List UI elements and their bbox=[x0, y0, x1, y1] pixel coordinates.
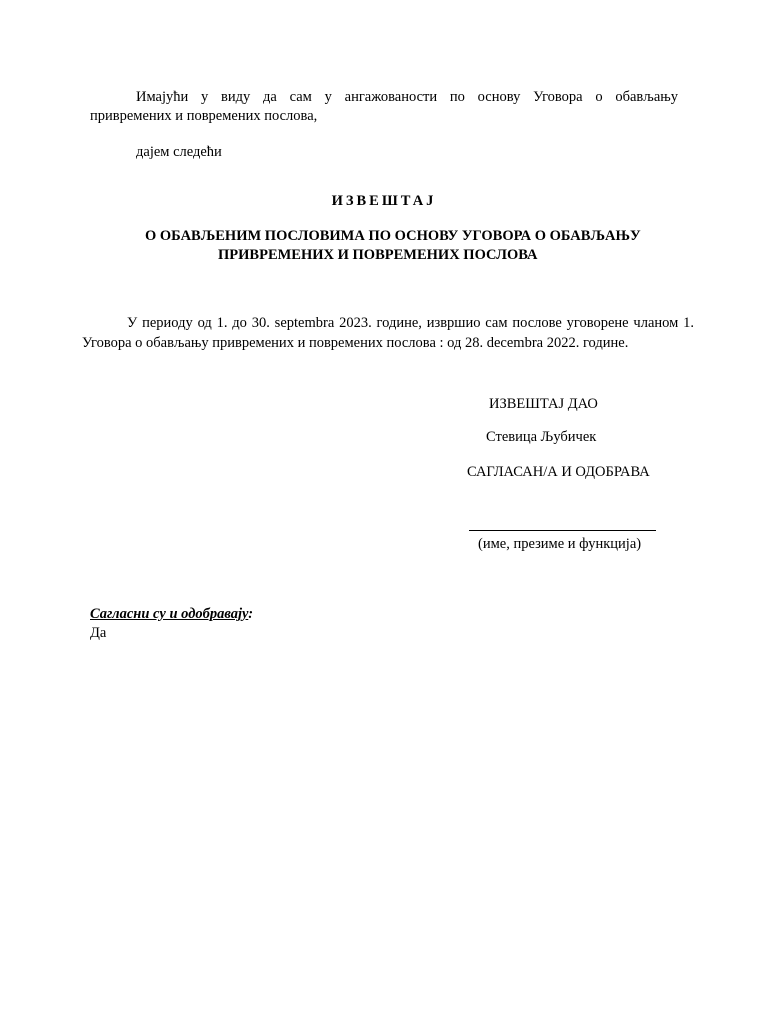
subtitle-line-2: ПРИВРЕМЕНИХ И ПОВРЕМЕНИХ ПОСЛОВА bbox=[218, 247, 538, 263]
intro-line-1: Имајући у виду да сам у ангажованости по основу Уговора о обављању bbox=[136, 89, 678, 105]
signature-line bbox=[469, 530, 656, 531]
agreed-label: Сагласни су и одобравају bbox=[90, 606, 249, 622]
give-following-text: дајем следећи bbox=[136, 144, 222, 160]
approves-label: САГЛАСАН/А И ОДОБРАВА bbox=[467, 464, 650, 480]
document-title: ИЗВЕШТАЈ bbox=[331, 193, 437, 209]
intro-line-2: привремених и повремених послова, bbox=[90, 108, 318, 124]
subtitle-line-1: О ОБАВЉЕНИМ ПОСЛОВИМА ПО ОСНОВУ УГОВОРА О ОБАВЉАЊУ bbox=[145, 228, 641, 244]
period-paragraph bbox=[82, 315, 694, 355]
intro-paragraph bbox=[90, 89, 678, 127]
period-line-2: Уговора о обављању привремених и повремених послова : од 28. decembra 2022. године. bbox=[82, 335, 629, 351]
report-given-label: ИЗВЕШТАЈ ДАО bbox=[489, 396, 598, 412]
signature-caption: (име, презиме и функција) bbox=[478, 536, 642, 552]
agreed-colon: : bbox=[248, 606, 254, 622]
signer-name: Стевица Љубичек bbox=[486, 429, 597, 445]
agreed-value: Да bbox=[90, 625, 107, 641]
period-line-1: У периоду од 1. до 30. septembra 2023. године, извршио сам послове уговорене чланом 1. bbox=[127, 315, 694, 331]
agreed-heading bbox=[90, 606, 253, 623]
